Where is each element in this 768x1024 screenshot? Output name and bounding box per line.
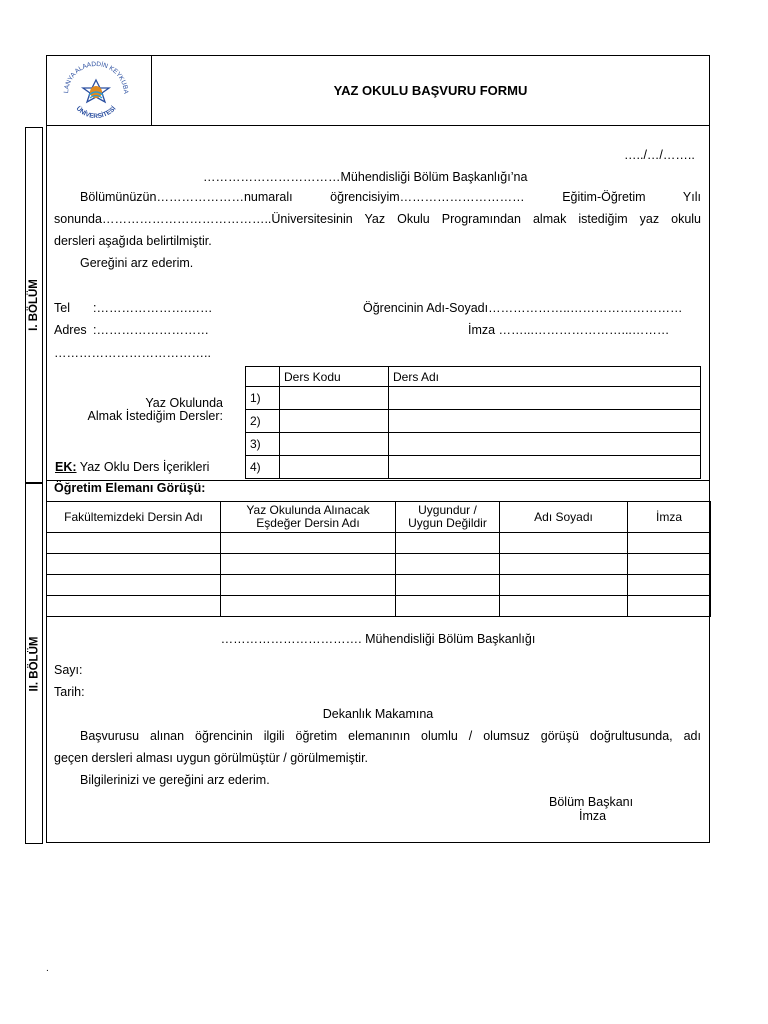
adres-field[interactable]: :……………………… [93, 323, 209, 337]
row-number: 1) [246, 387, 280, 410]
course-name-cell[interactable] [389, 433, 701, 456]
signature-field[interactable]: İmza ……...…………………...……… [468, 323, 670, 337]
opinion-cell[interactable] [500, 596, 628, 617]
opinion-cell[interactable] [500, 554, 628, 575]
section2-side-label: II. BÖLÜM [28, 636, 41, 691]
request-line-3: dersleri aşağıda belirtilmiştir. [54, 234, 212, 248]
opinion-cell[interactable] [47, 554, 221, 575]
request-closing: Gereğini arz ederim. [80, 256, 194, 270]
tel-field[interactable]: :………………….…… [93, 301, 213, 315]
course-name-cell[interactable] [389, 456, 701, 479]
courses-label-2: Almak İstediğim Dersler: [87, 409, 223, 423]
opinion-cell[interactable] [628, 554, 711, 575]
table-row [47, 596, 711, 617]
request-line-1: Bölümünüzün…………………numaralı öğrencisiyim………………………… Eğitim-Öğretim Yılı [80, 190, 701, 204]
opinion-cell[interactable] [628, 533, 711, 554]
student-name-field[interactable]: Öğrencinin Adı-Soyadı………………..……………………… [363, 301, 683, 315]
opinion-header-course: Fakültemizdeki Dersin Adı [47, 502, 221, 533]
opinion-cell[interactable] [47, 575, 221, 596]
date-line: …../…/…….. [624, 148, 695, 162]
opinion-cell[interactable] [221, 575, 396, 596]
sign-title: Bölüm Başkanı [549, 795, 634, 809]
opinion-header-signature: İmza [628, 502, 711, 533]
opinion-cell[interactable] [47, 533, 221, 554]
opinion-header-name: Adı Soyadı [500, 502, 628, 533]
section1-side-label: I. BÖLÜM [28, 279, 40, 331]
opinion-cell[interactable] [221, 533, 396, 554]
course-name-cell[interactable] [389, 410, 701, 433]
svg-text:ÜNİVERSİTESİ: ÜNİVERSİTESİ [74, 105, 118, 121]
course-name-header: Ders Adı [389, 367, 701, 387]
dept-line: ……………………………. Mühendisliği Bölüm Başkanlığı [220, 632, 536, 646]
approval-line-2: geçen dersleri alması uygun görülmüştür / görülmemiştir. [54, 751, 369, 765]
table-row [246, 410, 701, 433]
table-row [47, 575, 711, 596]
opinion-table [46, 501, 711, 617]
opinion-title: Öğretim Elemanı Görüşü: [54, 481, 206, 495]
opinion-cell[interactable] [47, 596, 221, 617]
approval-closing: Bilgilerinizi ve gereğini arz ederim. [80, 773, 270, 787]
opinion-table-header [47, 502, 711, 533]
opinion-cell[interactable] [396, 533, 500, 554]
table-row [47, 533, 711, 554]
courses-label-1: Yaz Okulunda [145, 396, 223, 410]
adres-continuation[interactable]: ……………………………….. [54, 346, 211, 360]
request-line-2: sonunda…………………………………..Üniversitesinin Yaz Okulu Programından almak istediğim yaz okulu [54, 212, 701, 226]
tarih-label: Tarih: [54, 685, 85, 699]
table-row [246, 456, 701, 479]
sayi-label: Sayı: [54, 663, 83, 677]
opinion-cell[interactable] [628, 575, 711, 596]
to-deanship: Dekanlık Makamına [322, 707, 434, 721]
footer-dot: . [46, 963, 49, 974]
adres-label: Adres [54, 323, 87, 337]
approval-paragraph [54, 725, 701, 791]
row-number: 4) [246, 456, 280, 479]
course-table-header [246, 367, 701, 387]
opinion-cell[interactable] [221, 554, 396, 575]
opinion-cell[interactable] [396, 554, 500, 575]
opinion-header-suitable: Uygundur / Uygun Değildir [396, 502, 500, 533]
course-name-cell[interactable] [389, 387, 701, 410]
ek-note [55, 460, 209, 474]
ek-text: Yaz Oklu Ders İçerikleri [79, 460, 210, 474]
opinion-header-equivalent: Yaz Okulunda Alınacak Eşdeğer Dersin Adı [221, 502, 396, 533]
course-table-corner [246, 367, 280, 387]
opinion-cell[interactable] [396, 596, 500, 617]
tel-label: Tel [54, 301, 70, 315]
table-row [47, 554, 711, 575]
approval-line-1: Başvurusu alınan öğrencinin ilgili öğretim elemanının olumlu / olumsuz görüşü doğrultusunda, adı [80, 729, 701, 743]
row-number: 2) [246, 410, 280, 433]
opinion-cell[interactable] [500, 533, 628, 554]
course-code-cell[interactable] [280, 456, 389, 479]
row-number: 3) [246, 433, 280, 456]
course-code-cell[interactable] [280, 433, 389, 456]
table-row [246, 433, 701, 456]
request-paragraph [54, 186, 701, 274]
opinion-cell[interactable] [500, 575, 628, 596]
opinion-cell[interactable] [221, 596, 396, 617]
course-code-cell[interactable] [280, 410, 389, 433]
svg-text:ALANYA ALAADDİN KEYKUBAT: LANYA ALAADDİN KEYKUBA [62, 60, 130, 94]
ek-label: EK: [55, 460, 77, 474]
university-logo [56, 58, 136, 124]
course-code-header: Ders Kodu [280, 367, 389, 387]
addressee-line: ……………………………Mühendisliği Bölüm Başkanlığı’na [203, 170, 528, 184]
form-title: YAZ OKULU BAŞVURU FORMU [333, 83, 528, 98]
header-divider [46, 125, 710, 126]
course-table [245, 366, 701, 479]
opinion-cell[interactable] [628, 596, 711, 617]
opinion-cell[interactable] [396, 575, 500, 596]
sign-imza: İmza [579, 809, 607, 823]
course-code-cell[interactable] [280, 387, 389, 410]
table-row [246, 387, 701, 410]
